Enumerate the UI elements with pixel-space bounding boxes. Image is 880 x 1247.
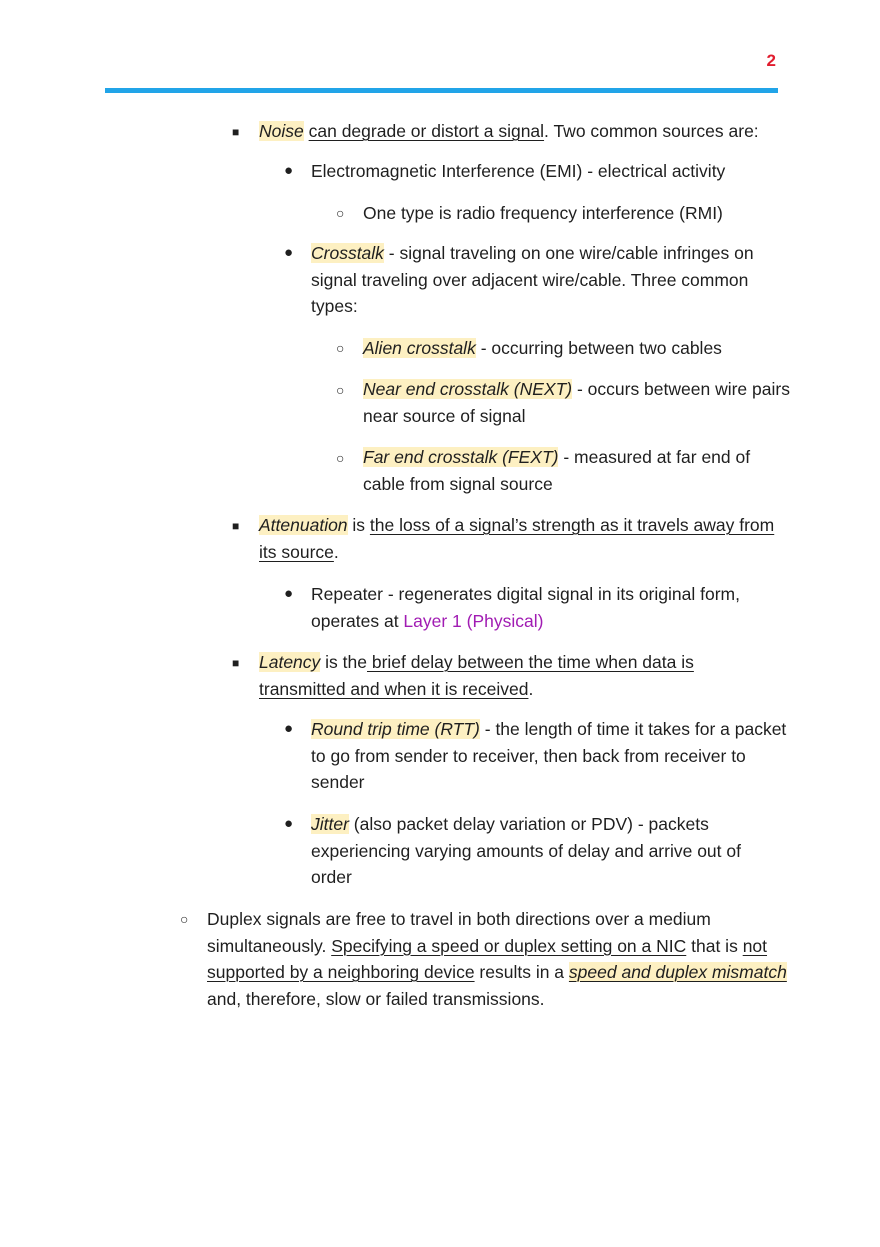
- square-bullet-icon: ■: [232, 519, 240, 533]
- repeater-text-1: Repeater - regenerates digital signal in its original form,: [311, 584, 740, 604]
- term-noise: Noise: [259, 121, 304, 141]
- def-attenuation-2: its source: [259, 541, 334, 562]
- list-item-duplex: [207, 906, 787, 1012]
- crosstalk-text-1: - signal traveling on one wire/cable infringes on: [383, 243, 754, 263]
- rtt-text-3: sender: [311, 772, 365, 792]
- duplex-link-neighbor: supported by a neighboring device: [207, 962, 475, 982]
- latency-end: .: [528, 678, 534, 699]
- duplex-link-not: not: [742, 935, 768, 956]
- term-attenuation: Attenuation: [259, 515, 348, 535]
- def-attenuation-1: the loss of a signal’s strength as it travels away from: [369, 515, 775, 535]
- def-latency-2: transmitted and when it is received: [259, 678, 529, 699]
- list-item-noise: [259, 118, 759, 145]
- def-noise: can degrade or distort a signal: [308, 121, 545, 141]
- list-item-latency: [259, 649, 694, 702]
- header-rule: [105, 88, 778, 93]
- square-bullet-icon: ■: [232, 656, 240, 670]
- repeater-text-2: operates at: [311, 610, 404, 631]
- term-latency: Latency: [259, 652, 321, 672]
- duplex-text-1: Duplex signals are free to travel in both directions over a medium: [207, 909, 711, 929]
- jitter-text-3: order: [311, 867, 352, 887]
- square-bullet-icon: ■: [232, 125, 240, 139]
- list-item-emi: Electromagnetic Interference (EMI) - electrical activity: [311, 161, 726, 181]
- latency-mid: is the: [320, 652, 367, 672]
- page-number: 2: [766, 51, 776, 70]
- duplex-link-speed-setting: Specifying a speed or duplex setting on a NIC: [331, 935, 687, 956]
- circle-bullet-icon: ○: [336, 205, 345, 221]
- duplex-text-3: that is: [686, 935, 743, 956]
- circle-bullet-icon: ○: [336, 340, 345, 356]
- list-item-fext: [363, 444, 750, 497]
- alien-text: - occurring between two cables: [475, 338, 722, 358]
- duplex-text-5: and, therefore, slow or failed transmissions.: [207, 988, 545, 1009]
- term-next: Near end crosstalk (NEXT): [363, 379, 573, 399]
- duplex-text-2: simultaneously.: [207, 935, 332, 956]
- list-item-jitter: [311, 811, 741, 891]
- term-fext: Far end crosstalk (FEXT): [363, 447, 559, 467]
- list-item-attenuation: [259, 512, 774, 565]
- attenuation-mid: is: [347, 515, 370, 535]
- circle-bullet-icon: ○: [336, 382, 345, 398]
- dot-bullet-icon: ●: [284, 244, 294, 261]
- next-text-1: - occurs between wire pairs: [572, 379, 790, 399]
- list-item-repeater: [311, 581, 740, 634]
- fext-text-2: cable from signal source: [363, 473, 553, 494]
- dot-bullet-icon: ●: [284, 585, 294, 602]
- noise-rest: . Two common sources are:: [544, 121, 759, 141]
- term-alien: Alien crosstalk: [363, 338, 476, 358]
- jitter-text-2: experiencing varying amounts of delay and arrive out of: [311, 840, 741, 861]
- rtt-text-2: to go from sender to receiver, then back from receiver to: [311, 745, 746, 766]
- duplex-text-4: results in a: [474, 962, 569, 982]
- osi-layer-label: Layer 1 (Physical): [403, 610, 544, 631]
- dot-bullet-icon: ●: [284, 720, 294, 737]
- list-item-alien: [363, 335, 722, 362]
- list-item-rtt: [311, 716, 786, 796]
- list-item-next: [363, 376, 790, 429]
- crosstalk-text-2: signal traveling over adjacent wire/cable. Three common: [311, 269, 749, 290]
- def-latency-1: brief delay between the time when data is: [367, 652, 694, 672]
- term-duplex-mismatch: speed and duplex mismatch: [568, 962, 787, 982]
- rtt-text-1: - the length of time it takes for a packet: [479, 719, 787, 739]
- attenuation-end: .: [333, 541, 339, 562]
- dot-bullet-icon: ●: [284, 815, 294, 832]
- term-jitter: Jitter: [311, 814, 349, 834]
- circle-bullet-icon: ○: [336, 450, 345, 466]
- crosstalk-text-3: types:: [311, 296, 358, 316]
- next-text-2: near source of signal: [363, 405, 526, 426]
- term-rtt: Round trip time (RTT): [311, 719, 480, 739]
- term-crosstalk: Crosstalk: [311, 243, 384, 263]
- list-item-rmi: One type is radio frequency interference (RMI): [363, 203, 723, 223]
- fext-text-1: - measured at far end of: [558, 447, 751, 467]
- list-item-crosstalk: [311, 240, 754, 320]
- jitter-text-1: (also packet delay variation or PDV) - packets: [348, 814, 709, 834]
- dot-bullet-icon: ●: [284, 162, 294, 179]
- circle-bullet-icon: ○: [180, 911, 189, 927]
